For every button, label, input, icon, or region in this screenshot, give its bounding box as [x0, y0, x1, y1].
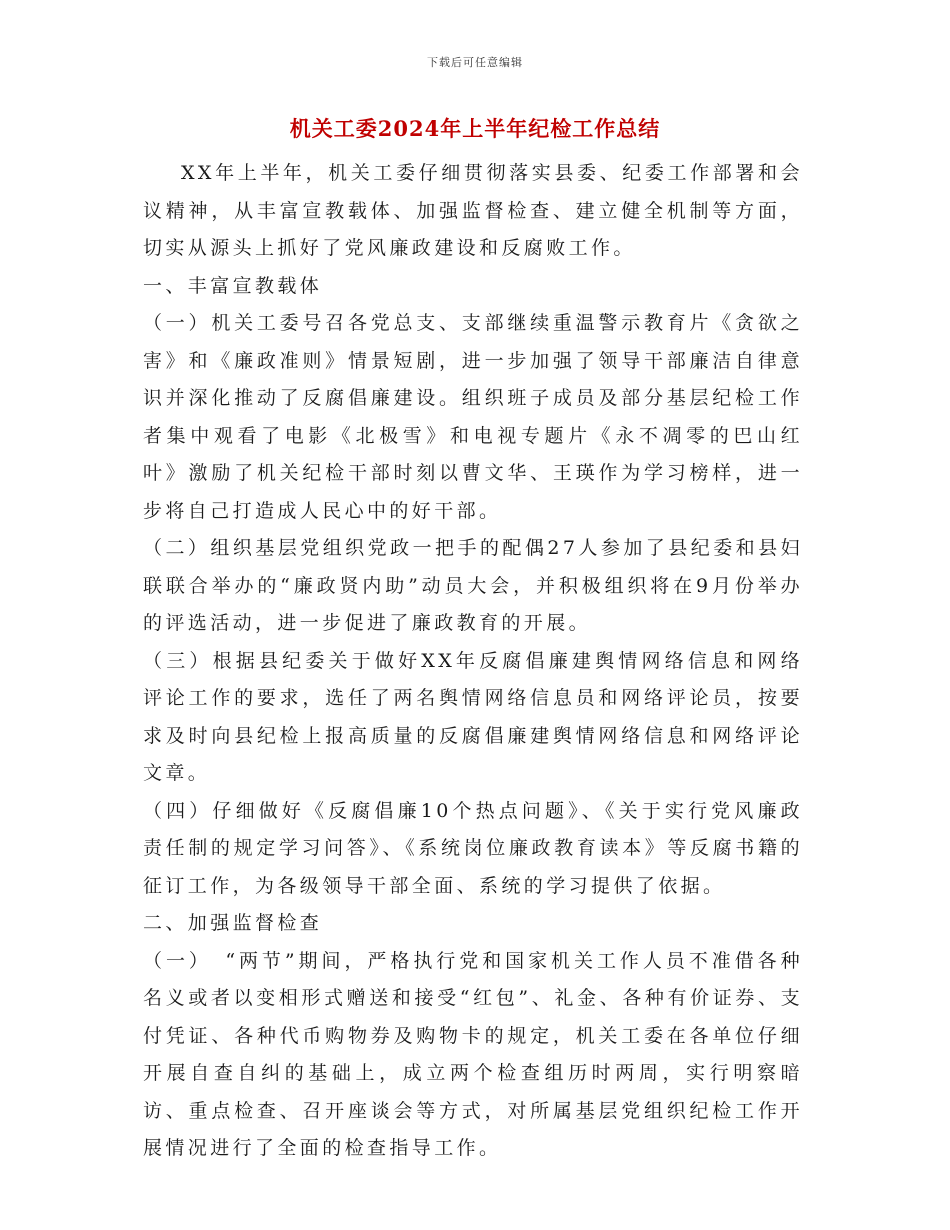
- document-body: [143, 155, 803, 1168]
- intro-paragraph: XX年上半年，机关工委仔细贯彻落实县委、纪委工作部署和会议精神，从丰富宣教载体、加强监督检查、建立健全机制等方面，切实从源头上抓好了党风廉政建设和反腐败工作。: [143, 162, 803, 259]
- section2-item: （一） “两节”期间，严格执行党和国家机关工作人员不准借各种名义或者以变相形式赠送和接受“红包”、礼金、各种有价证券、支付凭证、各种代币购物券及购物卡的规定，机关工委在各单位仔细开展自查自纠的基础上，成立两个检查组历时两周，实行明察暗访、重点检查、召开座谈会等方式，对所属基层党组织纪检工作开展情况进行了全面的检查指导工作。: [143, 949, 803, 1159]
- section-heading-2: 二、加强监督检查: [143, 912, 323, 934]
- document-title: 机关工委2024年上半年纪检工作总结: [289, 116, 661, 141]
- section1-item: （三）根据县纪委关于做好XX年反腐倡廉建舆情网络信息和网络评论工作的要求，选任了两名舆情网络信息员和网络评论员，按要求及时向县纪检上报高质量的反腐倡廉建舆情网络信息和网络评论文章。: [143, 649, 803, 784]
- section1-item: （一）机关工委号召各党总支、支部继续重温警示教育片《贪欲之害》和《廉政准则》情景短剧，进一步加强了领导干部廉洁自律意识并深化推动了反腐倡廉建设。组织班子成员及部分基层纪检工作者集中观看了电影《北极雪》和电视专题片《永不凋零的巴山红叶》激励了机关纪检干部时刻以曹文华、王瑛作为学习榜样，进一步将自己打造成人民心中的好干部。: [143, 312, 803, 522]
- section1-item: （二）组织基层党组织党政一把手的配偶27人参加了县纪委和县妇联联合举办的“廉政贤内助”动员大会，并积极组织将在9月份举办的评选活动，进一步促进了廉政教育的开展。: [143, 537, 803, 634]
- page-header-note: 下载后可任意编辑: [427, 56, 523, 69]
- section-heading-1: 一、丰富宣教载体: [143, 274, 323, 297]
- section1-item: （四）仔细做好《反腐倡廉10个热点问题》、《关于实行党风廉政责任制的规定学习问答》、《系统岗位廉政教育读本》等反腐书籍的征订工作，为各级领导干部全面、系统的学习提供了依据。: [143, 799, 803, 897]
